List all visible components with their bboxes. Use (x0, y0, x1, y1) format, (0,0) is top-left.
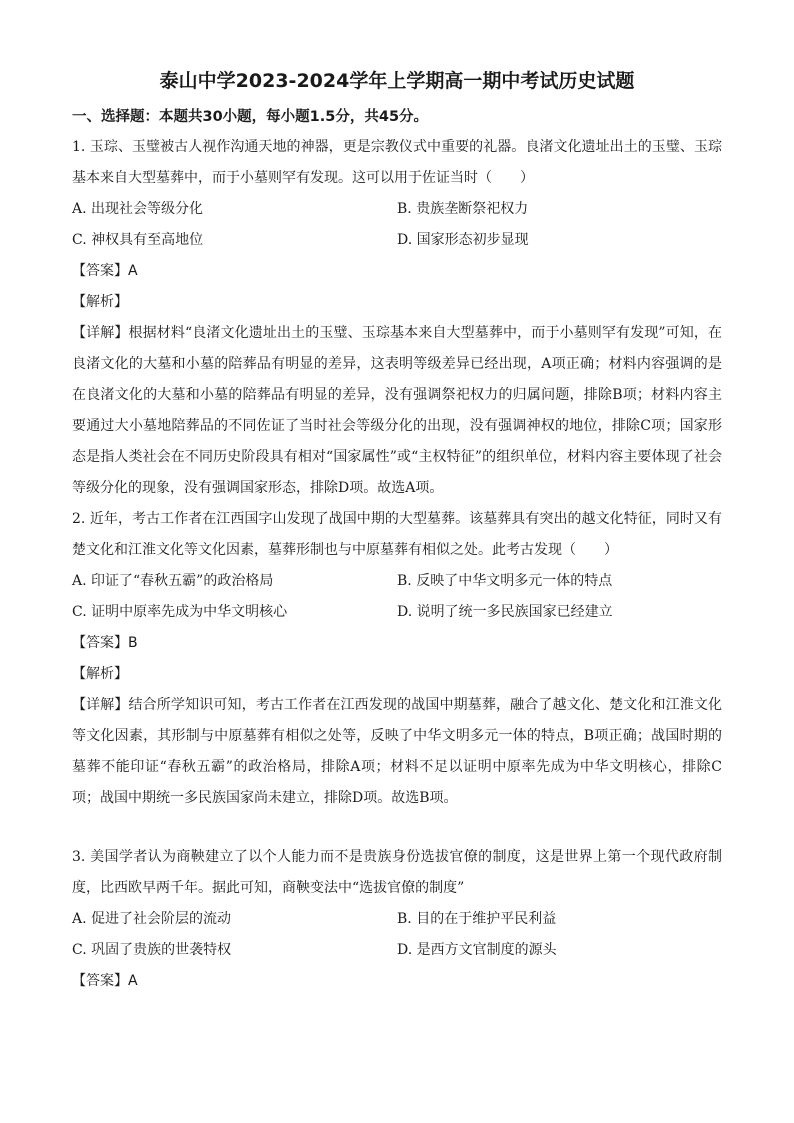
option-c: C. 巩固了贵族的世袭特权 (72, 942, 232, 958)
option-b: B. 目的在于维护平民利益 (397, 911, 557, 927)
option-d: D. 说明了统一多民族国家已经建立 (397, 604, 613, 620)
spacer (72, 814, 722, 842)
option-a: A. 促进了社会阶层的流动 (72, 911, 232, 927)
option-list (72, 194, 722, 256)
option-c: C. 证明中原率先成为中华文明核心 (72, 604, 288, 620)
detail-text: 【详解】结合所学知识可知，考古工作者在江西发现的战国中期墓葬，融合了越文化、楚文化和江淮文化等文化因素，其形制与中原墓葬有相似之处等，反映了中华文明多元一体的特点，B项正确；战国时期的墓葬不能印证“春秋五霸”的政治格局，排除A项；材料不足以证明中原率先成为中华文明核心，排除C项；战国中期统一多民族国家尚未建立，排除D项。故选B项。 (72, 697, 722, 806)
analysis-label: 【解析】 (72, 666, 128, 682)
answer-label: 【答案】A (72, 973, 138, 989)
option-a: A. 印证了“春秋五霸”的政治格局 (72, 573, 274, 589)
question-stem: 1. 玉琮、玉璧被古人视作沟通天地的神器，更是宗教仪式中重要的礼器。良渚文化遗址出土的玉璧、玉琮基本来自大型墓葬中，而于小墓则罕有发现。这可以用于佐证当时（ ） (72, 139, 722, 186)
question-stem: 2. 近年，考古工作者在江西国字山发现了战国中期的大型墓葬。该墓葬具有突出的越文化特征，同时又有楚文化和江淮文化等文化因素，墓葬形制也与中原墓葬有相似之处。此考古发现（ ） (72, 511, 722, 558)
option-list (72, 566, 722, 628)
option-d: D. 是西方文官制度的源头 (397, 942, 557, 958)
option-d: D. 国家形态初步显现 (397, 232, 529, 248)
question-1 (72, 132, 722, 504)
option-c: C. 神权具有至高地位 (72, 232, 204, 248)
option-a: A. 出现社会等级分化 (72, 201, 204, 217)
page-title: 泰山中学2023-2024学年上学期高一期中考试历史试题 (159, 70, 635, 92)
question-2 (72, 504, 722, 814)
question-3 (72, 842, 722, 997)
exam-page (72, 62, 722, 997)
option-b: B. 反映了中华文明多元一体的特点 (397, 573, 613, 589)
analysis-label: 【解析】 (72, 294, 128, 310)
detail-text: 【详解】根据材料“良渚文化遗址出土的玉璧、玉琮基本来自大型墓葬中，而于小墓则罕有发现”可知，在良渚文化的大墓和小墓的陪葬品有明显的差异，这表明等级差异已经出现，A项正确；材料内容强调的是在良渚文化的大墓和小墓的陪葬品有明显的差异，没有强调祭祀权力的归属问题，排除B项；材料内容主要通过大小墓地陪葬品的不同佐证了当时社会等级分化的出现，没有强调神权的地位，排除C项；国家形态是指人类社会在不同历史阶段具有相对“国家属性”或“主权特征”的组织单位，材料内容主要体现了社会等级分化的现象，没有强调国家形态，排除D项。故选A项。 (72, 325, 722, 496)
section-heading: 一、选择题：本题共30小题，每小题1.5分，共45分。 (72, 109, 429, 125)
option-b: B. 贵族垄断祭祀权力 (397, 201, 529, 217)
option-list (72, 904, 722, 966)
answer-label: 【答案】A (72, 263, 138, 279)
answer-label: 【答案】B (72, 635, 138, 651)
question-stem: 3. 美国学者认为商鞅建立了以个人能力而不是贵族身份选拔官僚的制度，这是世界上第一个现代政府制度，比西欧早两千年。据此可知，商鞅变法中“选拔官僚的制度” (72, 849, 722, 896)
